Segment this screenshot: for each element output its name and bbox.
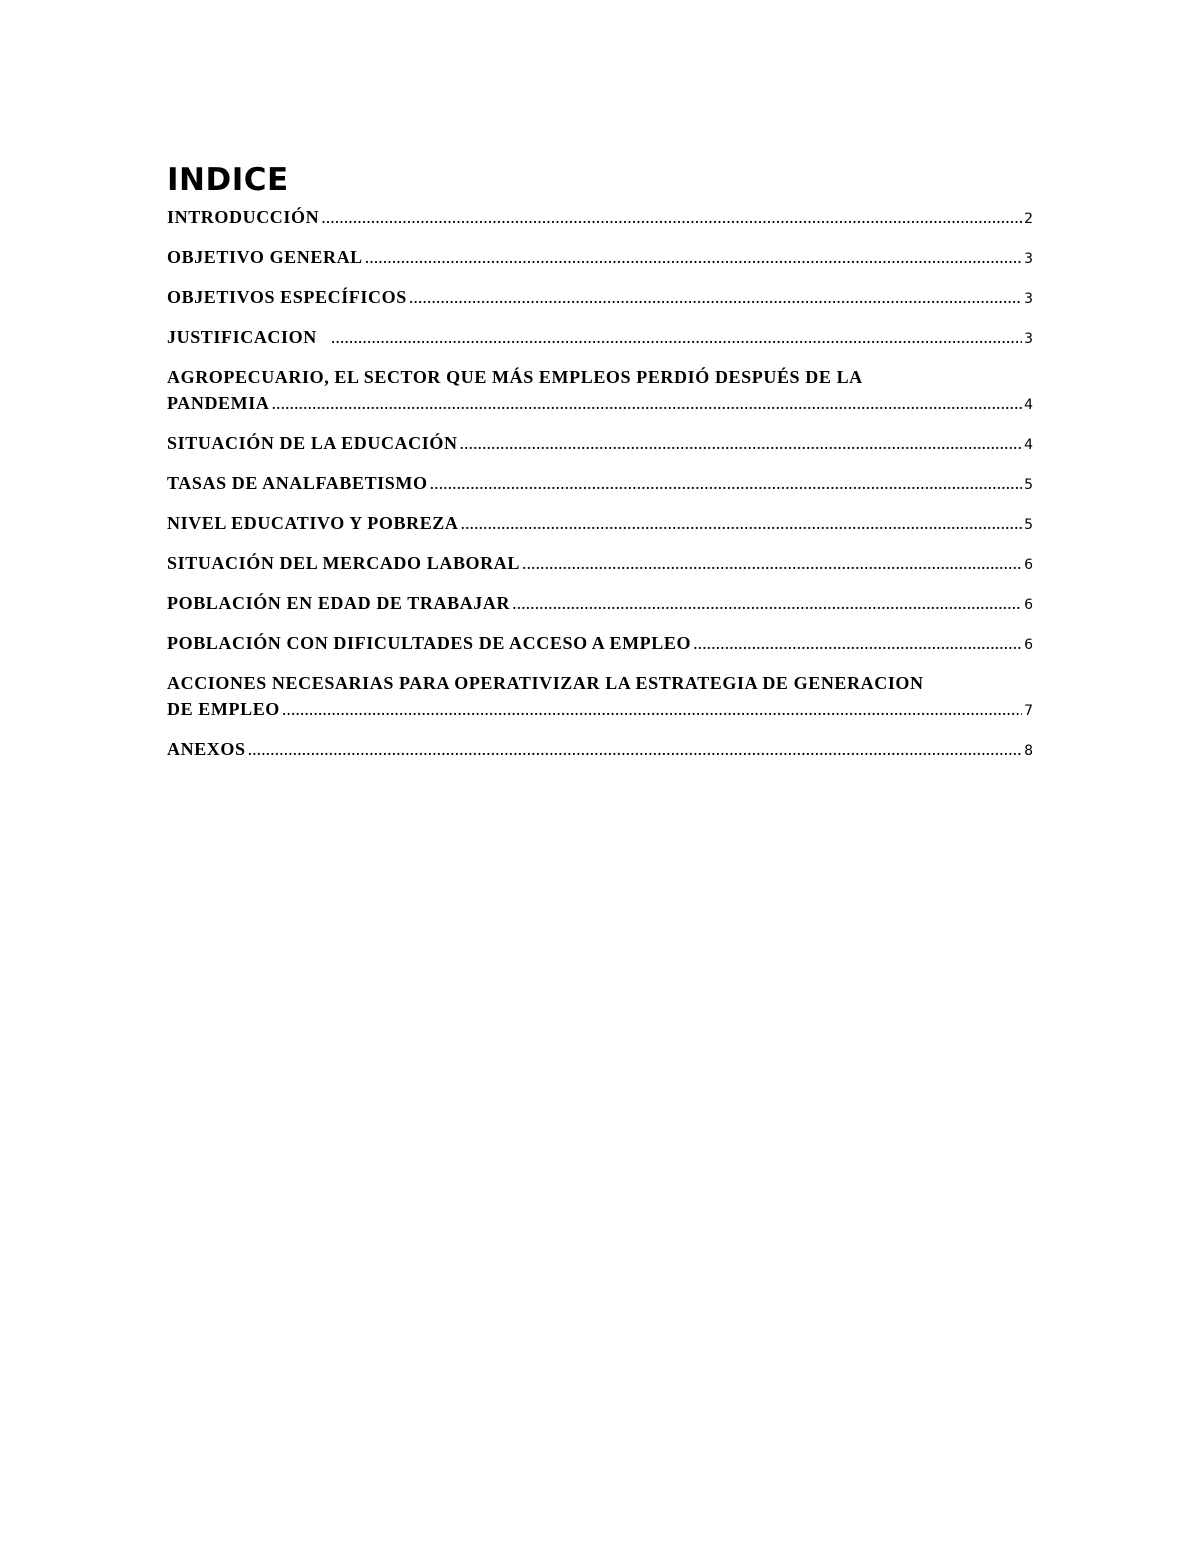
toc-entry-introduccion[interactable] — [167, 204, 1033, 232]
toc-entry-label: OBJETIVO GENERAL — [167, 247, 363, 267]
toc-page-number: 2 — [1024, 211, 1033, 227]
toc-entry-label: INTRODUCCIÓN — [167, 207, 320, 227]
toc-leader-dots — [522, 550, 1022, 576]
toc-entry-poblacion-dificultades[interactable] — [167, 630, 1033, 658]
toc-leader-dots — [430, 470, 1022, 496]
toc-entry-label-line2: PANDEMIA — [167, 393, 270, 413]
toc-entry-agropecuario[interactable] — [167, 364, 1033, 418]
toc-page-number: 3 — [1024, 251, 1033, 267]
toc-entry-label: ANEXOS — [167, 739, 246, 759]
toc-leader-dots — [321, 204, 1022, 230]
toc-page-number: 7 — [1024, 703, 1033, 719]
toc-page-number: 4 — [1024, 397, 1033, 413]
toc-leader-dots — [271, 390, 1022, 416]
toc-leader-dots — [282, 696, 1022, 722]
toc-entry-justificacion[interactable] — [167, 324, 1033, 352]
toc-entry-label: POBLACIÓN CON DIFICULTADES DE ACCESO A EMPLEO — [167, 633, 692, 653]
toc-leader-dots — [409, 284, 1022, 310]
toc-entry-label-line1: ACCIONES NECESARIAS PARA OPERATIVIZAR LA ESTRATEGIA DE GENERACION — [167, 673, 924, 693]
toc-leader-dots — [365, 244, 1022, 270]
toc-page-number: 5 — [1024, 517, 1033, 533]
toc-leader-dots — [331, 324, 1022, 350]
toc-entry-objetivo-general[interactable] — [167, 244, 1033, 272]
toc-page-number: 6 — [1024, 597, 1033, 613]
toc-entry-poblacion-edad-trabajar[interactable] — [167, 590, 1033, 618]
toc-page-number: 4 — [1024, 437, 1033, 453]
document-page — [167, 160, 1033, 776]
toc-leader-dots — [512, 590, 1022, 616]
toc-entry-label: NIVEL EDUCATIVO Y POBREZA — [167, 513, 459, 533]
toc-entry-objetivos-especificos[interactable] — [167, 284, 1033, 312]
toc-entry-label: POBLACIÓN EN EDAD DE TRABAJAR — [167, 593, 511, 613]
toc-entry-nivel-educativo[interactable] — [167, 510, 1033, 538]
toc-list — [167, 204, 1033, 764]
toc-page-number: 5 — [1024, 477, 1033, 493]
toc-entry-label: JUSTIFICACION — [167, 327, 317, 347]
toc-page-number: 3 — [1024, 331, 1033, 347]
toc-page-number: 6 — [1024, 637, 1033, 653]
toc-entry-mercado-laboral[interactable] — [167, 550, 1033, 578]
toc-entry-tasas-analfabetismo[interactable] — [167, 470, 1033, 498]
toc-entry-second-line — [167, 696, 1033, 724]
toc-leader-dots — [248, 736, 1022, 762]
toc-page-number: 8 — [1024, 743, 1033, 759]
toc-entry-situacion-educacion[interactable] — [167, 430, 1033, 458]
toc-title: INDICE — [167, 162, 289, 198]
toc-entry-second-line — [167, 390, 1033, 418]
toc-entry-anexos[interactable] — [167, 736, 1033, 764]
toc-entry-acciones-necesarias[interactable] — [167, 670, 1033, 724]
toc-leader-dots — [460, 430, 1023, 456]
toc-entry-label: OBJETIVOS ESPECÍFICOS — [167, 287, 407, 307]
toc-page-number: 3 — [1024, 291, 1033, 307]
toc-leader-dots — [461, 510, 1023, 536]
toc-entry-label: SITUACIÓN DE LA EDUCACIÓN — [167, 433, 458, 453]
toc-page-number: 6 — [1024, 557, 1033, 573]
toc-leader-dots — [693, 630, 1022, 656]
toc-entry-label: SITUACIÓN DEL MERCADO LABORAL — [167, 553, 520, 573]
toc-entry-label-line2: DE EMPLEO — [167, 699, 280, 719]
toc-entry-label-line1: AGROPECUARIO, EL SECTOR QUE MÁS EMPLEOS PERDIÓ DESPUÉS DE LA — [167, 367, 863, 387]
toc-entry-label: TASAS DE ANALFABETISMO — [167, 473, 428, 493]
